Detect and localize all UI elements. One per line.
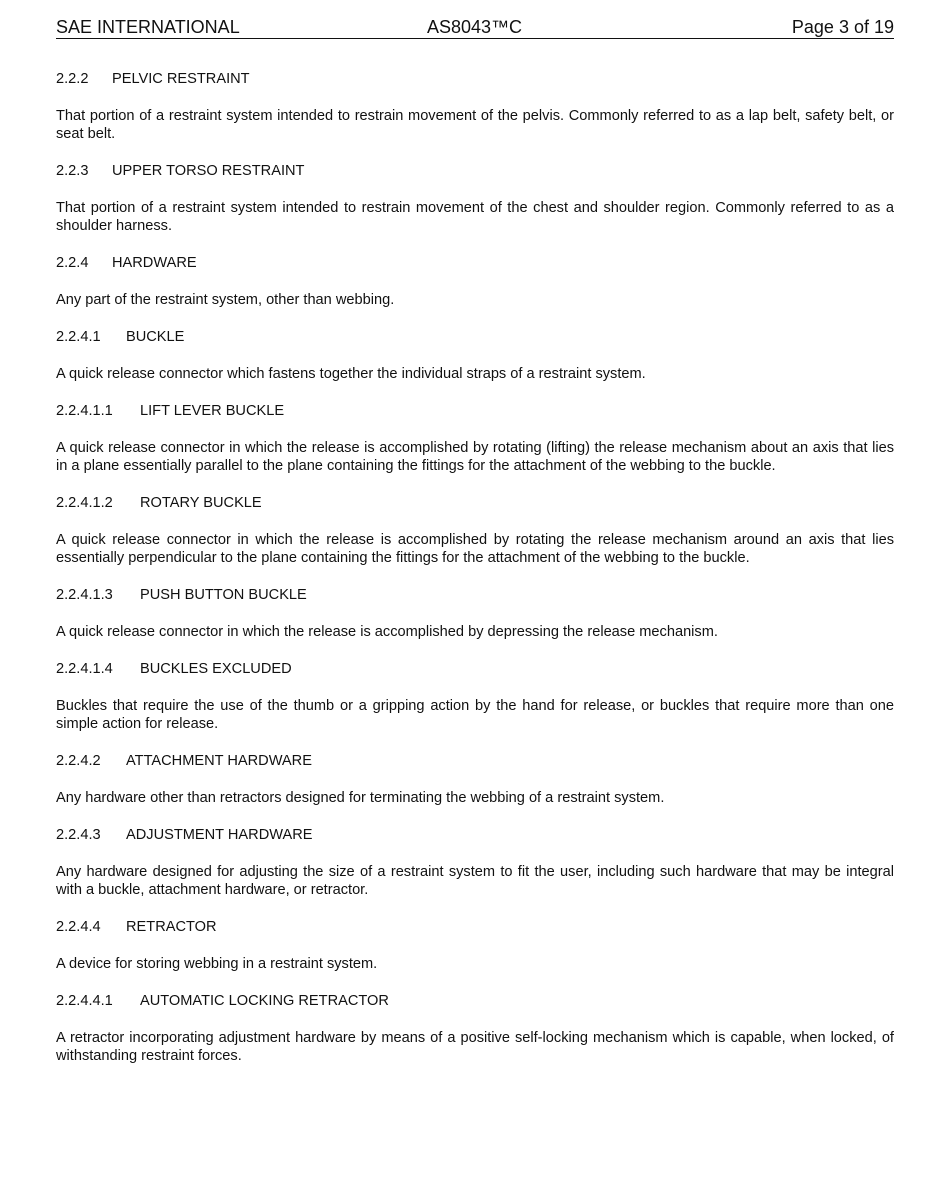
section-2-2-4-2 <box>56 752 894 807</box>
header-org: SAE INTERNATIONAL <box>56 17 240 37</box>
section-text: That portion of a restraint system intended to restrain movement of the chest and shoulder region. Commonly referred to as a shoulder harness. <box>56 200 894 234</box>
section-heading <box>56 328 894 346</box>
section-title: ROTARY BUCKLE <box>140 495 262 511</box>
section-text: A quick release connector in which the release is accomplished by depressing the release mechanism. <box>56 624 718 640</box>
header-doc-id: AS8043™C <box>427 17 523 37</box>
page-header <box>56 16 894 39</box>
section-2-2-4 <box>56 254 894 309</box>
section-text: A retractor incorporating adjustment hardware by means of a positive self-locking mechanism which is capable, when locked, of withstanding restraint forces. <box>56 1030 894 1064</box>
section-number: 2.2.4.2 <box>56 753 101 769</box>
section-number: 2.2.4.1.4 <box>56 661 113 677</box>
section-title: PELVIC RESTRAINT <box>112 71 250 87</box>
section-number: 2.2.4.3 <box>56 827 101 843</box>
section-2-2-4-3 <box>56 826 894 899</box>
section-2-2-4-1-1 <box>56 402 894 475</box>
section-text: A quick release connector in which the release is accomplished by rotating (lifting) the release mechanism about an axis that lies in a plane essentially parallel to the plane containing the fittings for the attachment of the webbing to the buckle. <box>56 440 894 474</box>
section-text: Any hardware designed for adjusting the size of a restraint system to fit the user, including such hardware that may be integral with a buckle, attachment hardware, or retractor. <box>56 864 894 898</box>
section-number: 2.2.4.1.3 <box>56 587 113 603</box>
section-2-2-4-1-2 <box>56 494 894 567</box>
header-page-number: Page 3 of 19 <box>791 17 894 37</box>
section-title: UPPER TORSO RESTRAINT <box>112 163 305 179</box>
section-text: That portion of a restraint system intended to restrain movement of the pelvis. Commonly referred to as a lap belt, safety belt, or seat belt. <box>56 108 894 142</box>
section-text: A quick release connector in which the release is accomplished by rotating the release mechanism around an axis that lies essentially perpendicular to the plane containing the fittings for the attachment of the webbing to the buckle. <box>56 532 894 566</box>
section-2-2-4-4 <box>56 918 894 973</box>
section-number: 2.2.4.1.2 <box>56 495 113 511</box>
section-number: 2.2.4.4.1 <box>56 993 113 1009</box>
section-heading <box>56 402 894 420</box>
section-title: LIFT LEVER BUCKLE <box>140 403 285 419</box>
section-title: BUCKLE <box>126 329 185 345</box>
section-text: Any part of the restraint system, other than webbing. <box>56 292 395 308</box>
section-title: ADJUSTMENT HARDWARE <box>126 827 313 843</box>
section-heading <box>56 494 894 512</box>
section-title: ATTACHMENT HARDWARE <box>126 753 312 769</box>
section-2-2-2 <box>56 70 894 143</box>
section-heading <box>56 752 894 770</box>
section-number: 2.2.4 <box>56 255 89 271</box>
section-heading <box>56 586 894 604</box>
section-heading <box>56 254 894 272</box>
section-number: 2.2.4.1 <box>56 329 101 345</box>
section-number: 2.2.4.1.1 <box>56 403 113 419</box>
section-text: Any hardware other than retractors designed for terminating the webbing of a restraint system. <box>56 790 665 806</box>
section-heading <box>56 660 894 678</box>
section-text: Buckles that require the use of the thumb or a gripping action by the hand for release, or buckles that require more than one simple action for release. <box>56 698 894 732</box>
section-number: 2.2.2 <box>56 71 89 87</box>
section-number: 2.2.4.4 <box>56 919 101 935</box>
section-text: A quick release connector which fastens together the individual straps of a restraint system. <box>56 366 646 382</box>
section-heading <box>56 162 894 180</box>
section-heading <box>56 70 894 88</box>
section-number: 2.2.3 <box>56 163 89 179</box>
section-heading <box>56 992 894 1010</box>
section-title: AUTOMATIC LOCKING RETRACTOR <box>140 993 389 1009</box>
document-body <box>56 70 894 1084</box>
section-heading <box>56 918 894 936</box>
section-title: HARDWARE <box>112 255 197 271</box>
section-2-2-4-4-1 <box>56 992 894 1065</box>
section-text: A device for storing webbing in a restraint system. <box>56 956 378 972</box>
section-2-2-3 <box>56 162 894 235</box>
section-2-2-4-1-3 <box>56 586 894 641</box>
section-title: BUCKLES EXCLUDED <box>140 661 292 677</box>
section-title: RETRACTOR <box>126 919 217 935</box>
section-2-2-4-1-4 <box>56 660 894 733</box>
section-title: PUSH BUTTON BUCKLE <box>140 587 307 603</box>
section-2-2-4-1 <box>56 328 894 383</box>
section-heading <box>56 826 894 844</box>
